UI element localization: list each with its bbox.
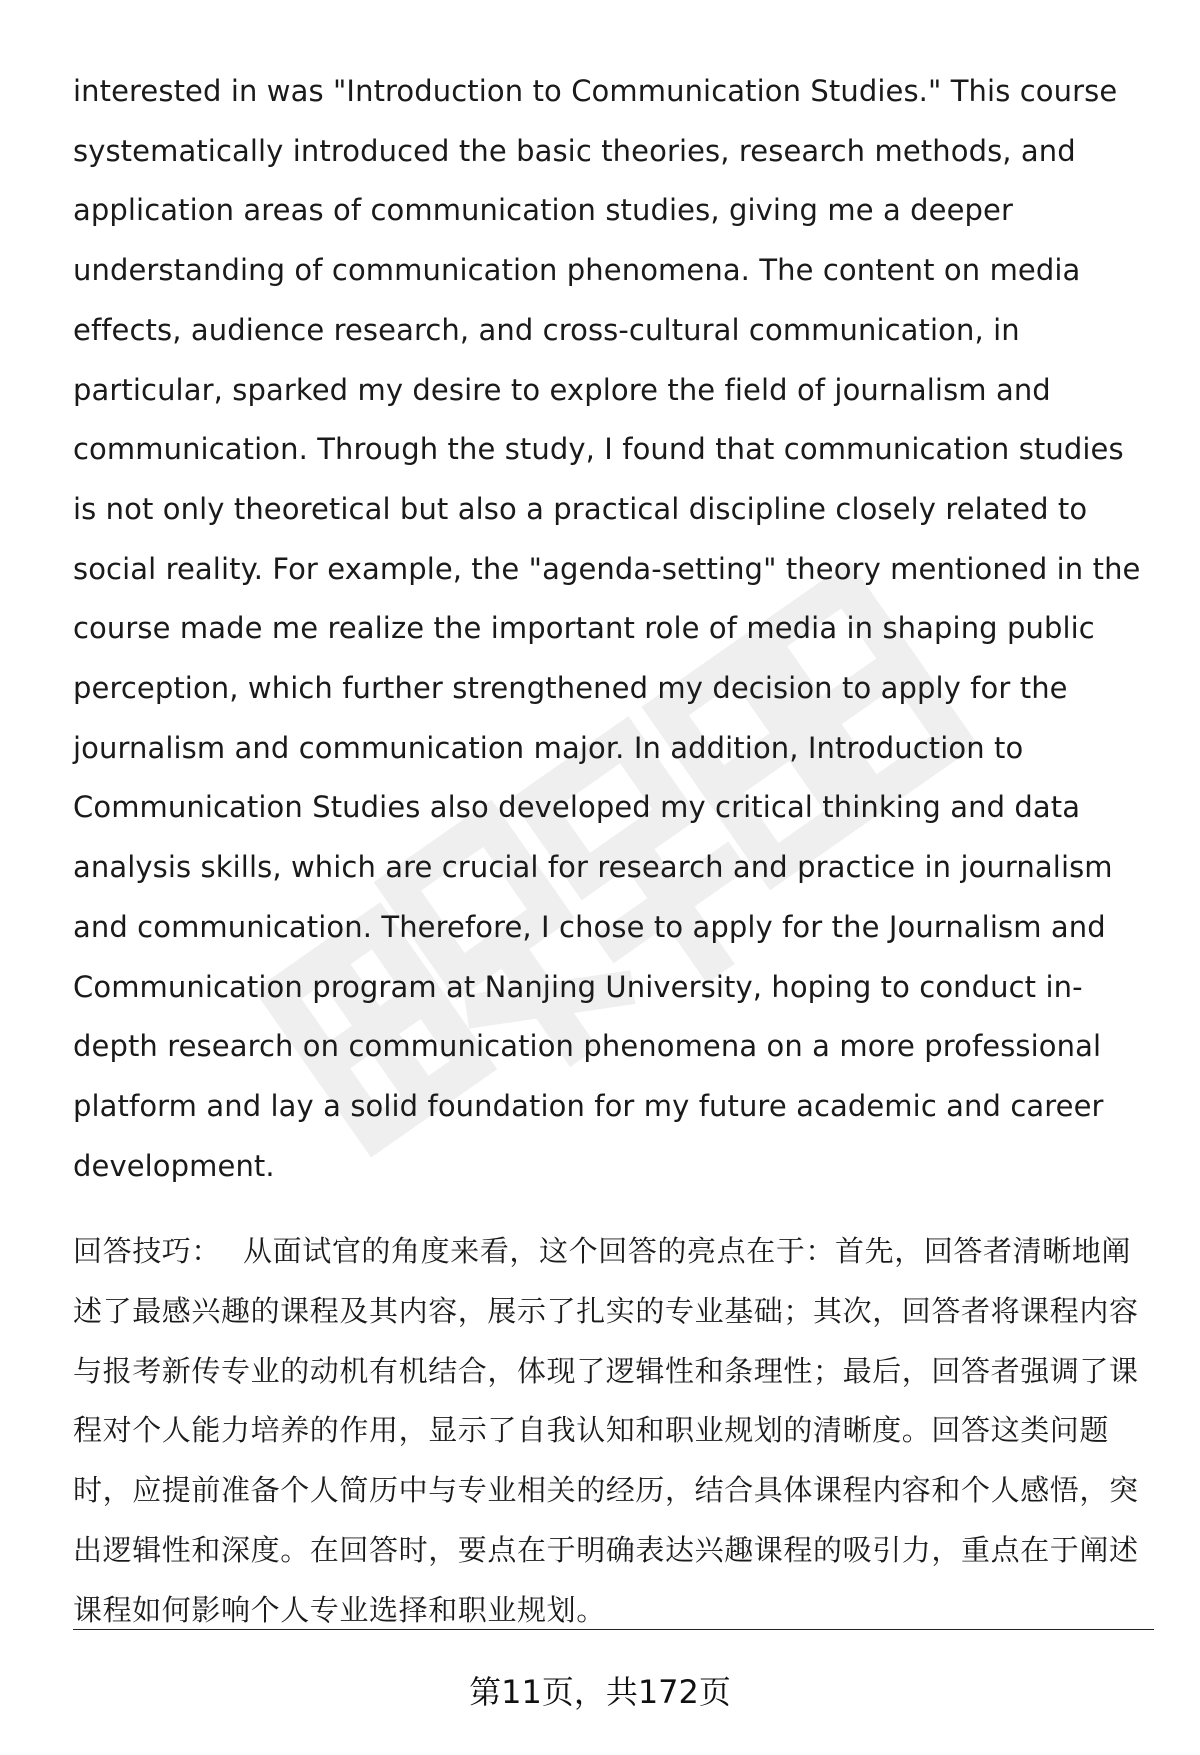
footer-divider: [73, 1629, 1154, 1630]
answer-paragraph: interested in was "Introduction to Communication Studies." This course systematically introduced the basic theories, research methods, and application areas of communication studies, giving me a deeper understanding of communication phenomena. The content on media effects, audience research, and cross-cultural communication, in particular, sparked my desire to explore the field of journalism and communication. Through the study, I found that communication studies is not only theoretical but also a practical discipline closely related to social reality. For example, the "agenda-setting" theory mentioned in the course made me realize the important role of media in shaping public perception, which further strengthened my decision to apply for the journalism and communication major. In addition, Introduction to Communication Studies also developed my critical thinking and data analysis skills, which are crucial for research and practice in journalism and communication. Therefore, I chose to apply for the Journalism and Communication program at Nanjing University, hoping to conduct in-depth research on communication phenomena on a more professional platform and lay a solid foundation for my future academic and career development.: [73, 74, 1141, 1183]
tips-label: 回答技巧：: [73, 1234, 222, 1269]
page-content: [73, 62, 1153, 1640]
answer-tips: [73, 1222, 1153, 1640]
page-number: 第11页，共172页: [469, 1673, 731, 1711]
tips-text: 从面试官的角度来看，这个回答的亮点在于：首先，回答者清晰地阐述了最感兴趣的课程及其内容，展示了扎实的专业基础；其次，回答者将课程内容与报考新传专业的动机有机结合，体现了逻辑性和条理性；最后，回答者强调了课程对个人能力培养的作用，显示了自我认知和职业规划的清晰度。回答这类问题时，应提前准备个人简历中与专业相关的经历，结合具体课程内容和个人感悟，突出逻辑性和深度。在回答时，要点在于明确表达兴趣课程的吸引力，重点在于阐述课程如何影响个人专业选择和职业规划。: [73, 1234, 1139, 1627]
